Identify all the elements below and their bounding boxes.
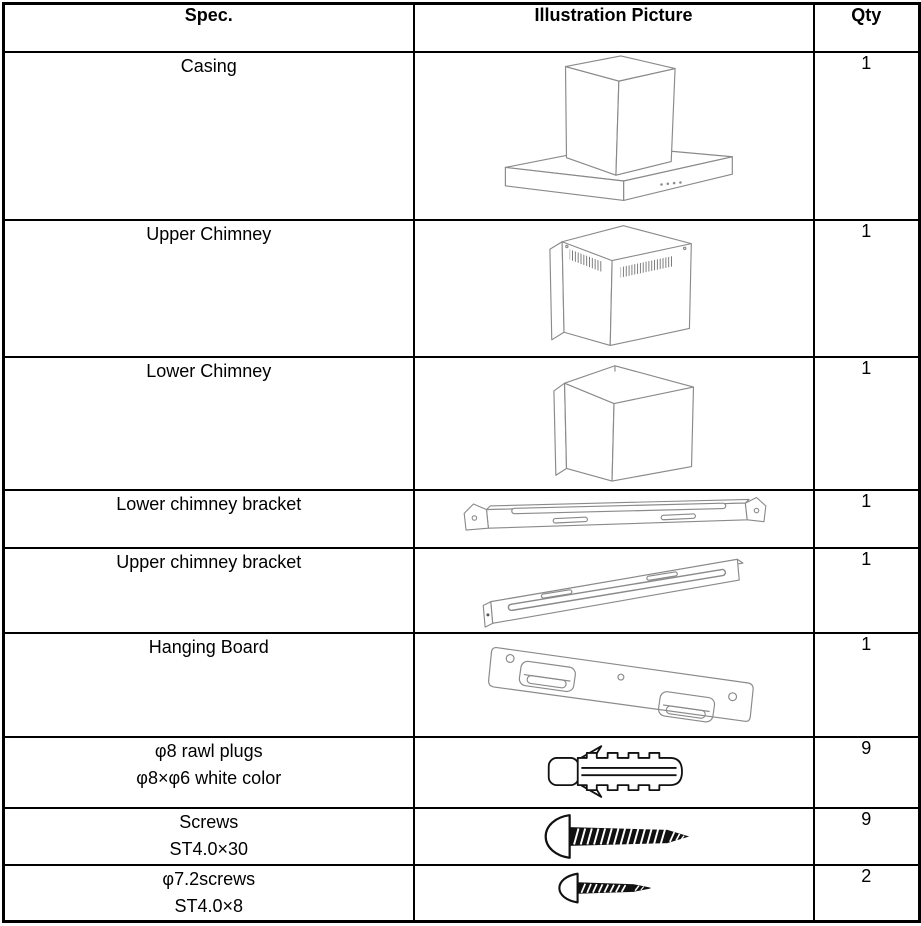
spec-cell: [4, 865, 414, 922]
table-row: [4, 52, 920, 220]
short-screw-illustration: [464, 866, 764, 912]
illustration-cell: [414, 737, 814, 808]
spec-label: Upper Chimney: [146, 223, 272, 244]
rawl-plug-illustration: [464, 738, 764, 806]
table-row: [4, 865, 920, 922]
casing-illustration: [464, 53, 764, 213]
spec-sublabel: ST4.0×8: [174, 895, 244, 916]
parts-table: [2, 2, 921, 923]
illustration-cell: [414, 865, 814, 922]
long-screw-illustration: [464, 809, 764, 864]
spec-cell: [4, 808, 414, 865]
spec-label: Upper chimney bracket: [116, 551, 302, 572]
spec-cell: [4, 357, 414, 490]
lower-chimney-illustration: [464, 358, 764, 484]
qty-cell: 1: [814, 490, 920, 548]
qty-cell: 1: [814, 52, 920, 220]
spec-cell: [4, 52, 414, 220]
illustration-cell: [414, 357, 814, 490]
table-row: [4, 808, 920, 865]
illustration-header: Illustration Picture: [414, 4, 814, 52]
table-row: [4, 633, 920, 737]
lower-chimney-bracket-illustration: [415, 491, 814, 545]
spec-cell: [4, 633, 414, 737]
qty-cell: 1: [814, 548, 920, 633]
table-row: [4, 548, 920, 633]
qty-cell: 9: [814, 737, 920, 808]
illustration-cell: [414, 548, 814, 633]
spec-label: φ7.2screws: [162, 868, 256, 889]
spec-label: Hanging Board: [148, 636, 269, 657]
qty-cell: 1: [814, 633, 920, 737]
upper-chimney-illustration: [464, 221, 764, 353]
qty-cell: 2: [814, 865, 920, 922]
spec-cell: [4, 548, 414, 633]
spec-cell: [4, 737, 414, 808]
illustration-cell: [414, 490, 814, 548]
qty-cell: 1: [814, 357, 920, 490]
spec-cell: [4, 220, 414, 357]
table-row: [4, 220, 920, 357]
table-row: [4, 737, 920, 808]
spec-sublabel: φ8×φ6 white color: [136, 767, 282, 788]
upper-chimney-bracket-illustration: [415, 549, 814, 629]
hanging-board-illustration: [415, 634, 814, 732]
qty-cell: 1: [814, 220, 920, 357]
table-row: [4, 357, 920, 490]
spec-cell: [4, 490, 414, 548]
spec-sublabel: ST4.0×30: [169, 838, 249, 859]
spec-label: Lower Chimney: [146, 360, 272, 381]
spec-label: φ8 rawl plugs: [154, 740, 263, 761]
spec-header: Spec.: [4, 4, 414, 52]
spec-label: Casing: [180, 55, 237, 76]
header-row: [4, 4, 920, 52]
illustration-cell: [414, 633, 814, 737]
spec-label: Lower chimney bracket: [116, 493, 302, 514]
qty-cell: 9: [814, 808, 920, 865]
qty-header: Qty: [814, 4, 920, 52]
illustration-cell: [414, 220, 814, 357]
illustration-cell: [414, 52, 814, 220]
spec-label: Screws: [179, 811, 239, 832]
illustration-cell: [414, 808, 814, 865]
table-row: [4, 490, 920, 548]
